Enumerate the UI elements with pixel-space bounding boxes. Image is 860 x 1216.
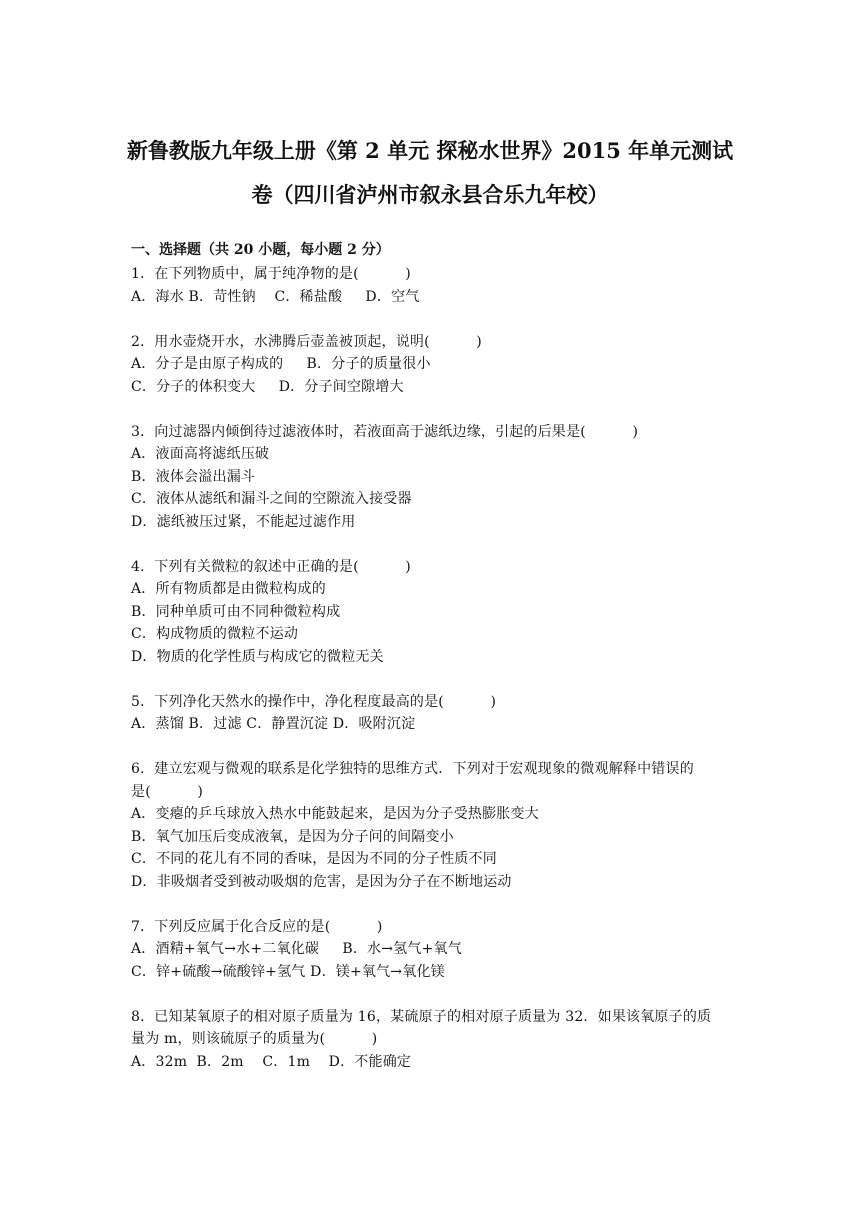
section-heading: 一、选择题（共 20 小题，每小题 2 分）: [131, 242, 390, 258]
question-option: A．海水 B．苛性钠 C．稀盐酸 D．空气: [131, 288, 420, 305]
question-option: C．锌+硫酸→硫酸锌+氢气 D．镁+氧气→氧化镁: [131, 963, 445, 980]
question-option: C．不同的花儿有不同的香味，是因为不同的分子性质不同: [131, 851, 497, 867]
question-option: A．所有物质都是由微粒构成的: [131, 581, 326, 597]
question-option: D．物质的化学性质与构成它的微粒无关: [131, 648, 384, 665]
question-stem: 4．下列有关微粒的叙述中正确的是( ): [131, 558, 411, 575]
question-option: D．非吸烟者受到被动吸烟的危害，是因为分子在不断地运动: [131, 873, 512, 890]
exam-title-line-2: 卷（四川省泸州市叙永县合乐九年校）: [251, 182, 609, 207]
question-1: [131, 263, 731, 308]
question-option: B．液体会溢出漏斗: [131, 468, 256, 485]
question-stem-continued: 是( ): [131, 783, 204, 800]
question-option: A．酒精+氧气→水+二氧化碳 B．水→氢气+氧气: [131, 941, 462, 957]
question-option: C．分子的体积变大 D．分子间空隙增大: [131, 378, 404, 395]
question-6: [131, 758, 731, 893]
question-option: A．变瘪的乒乓球放入热水中能鼓起来，是因为分子受热膨胀变大: [131, 806, 539, 822]
question-option: A．液面高将滤纸压破: [131, 446, 270, 462]
question-stem: 5．下列净化天然水的操作中，净化程度最高的是( ): [131, 693, 497, 710]
question-stem: 1．在下列物质中，属于纯净物的是( ): [131, 266, 411, 282]
question-stem: 7．下列反应属于化合反应的是( ): [131, 918, 383, 935]
exam-title-line-1: 新鲁教版九年级上册《第 2 单元 探秘水世界》2015 年单元测试: [126, 138, 734, 163]
question-5: [131, 691, 731, 736]
question-option: B．氧气加压后变成液氧，是因为分子问的间隔变小: [131, 828, 454, 845]
question-3: [131, 421, 731, 534]
question-option: C．构成物质的微粒不运动: [131, 626, 299, 642]
question-7: [131, 916, 731, 984]
question-stem: 2．用水壶烧开水，水沸腾后壶盖被顶起，说明( ): [131, 333, 482, 350]
question-option: C．液体从滤纸和漏斗之间的空隙流入接受器: [131, 491, 412, 507]
question-8: [131, 1006, 731, 1074]
question-4: [131, 556, 731, 669]
question-stem: 6．建立宏观与微观的联系是化学独特的思维方式．下列对于宏观现象的微观解释中错误的: [131, 761, 694, 777]
question-stem-continued: 量为 m，则该硫原子的质量为( ): [131, 1031, 378, 1047]
question-2: [131, 331, 731, 399]
question-option: A．分子是由原子构成的 B．分子的质量很小: [131, 356, 431, 372]
question-option: D．滤纸被压过紧，不能起过滤作用: [131, 513, 356, 530]
question-stem: 3．向过滤器内倾倒待过滤液体时，若液面高于滤纸边缘，引起的后果是( ): [131, 423, 639, 440]
question-list: [131, 263, 731, 1096]
question-stem: 8．已知某氧原子的相对原子质量为 16，某硫原子的相对原子质量为 32．如果该氧原子的质: [131, 1008, 712, 1025]
question-option: B．同种单质可由不同种微粒构成: [131, 603, 341, 620]
question-option: A．32m B．2m C．1m D．不能确定: [131, 1053, 412, 1070]
question-option: A．蒸馏 B．过滤 C．静置沉淀 D．吸附沉淀: [131, 716, 416, 732]
